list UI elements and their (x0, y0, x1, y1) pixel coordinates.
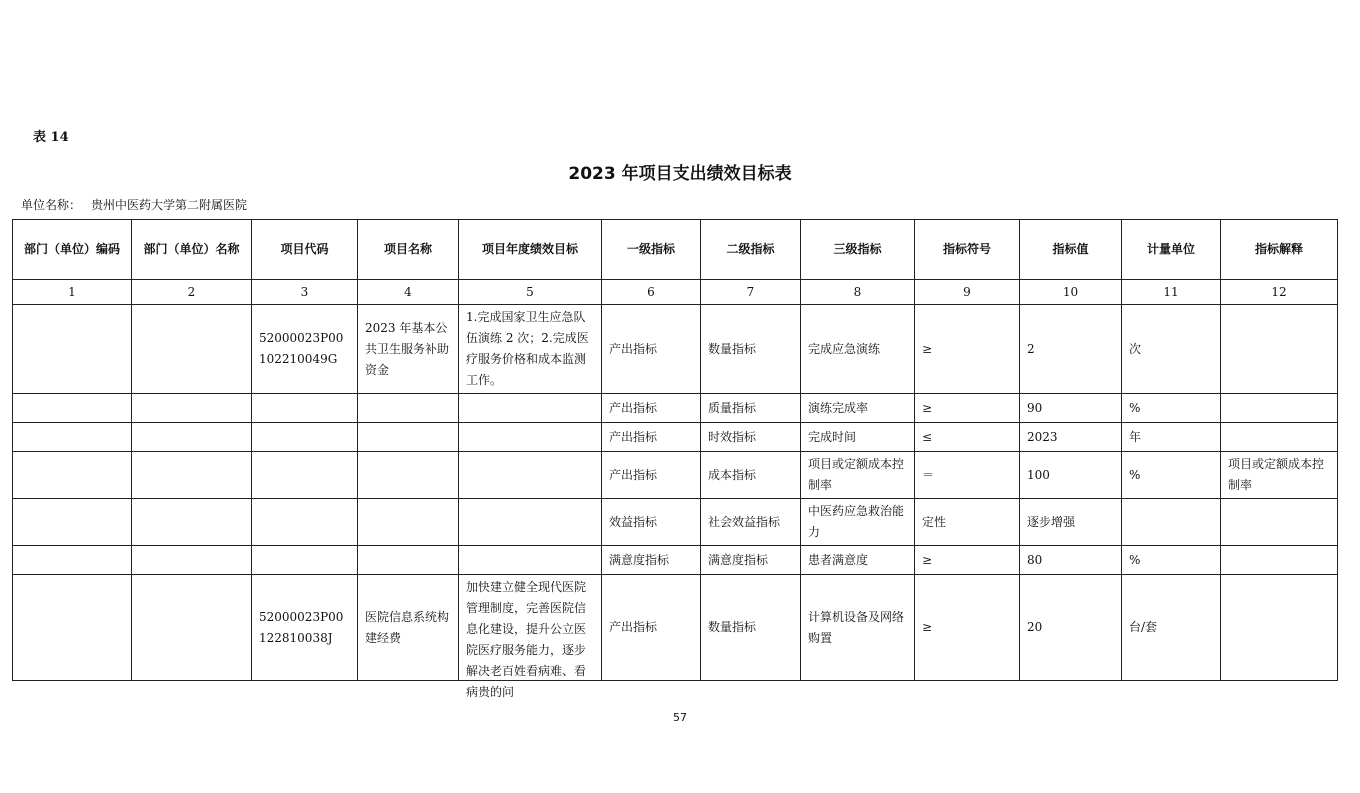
table-cell (1221, 394, 1338, 423)
table-cell: 完成时间 (801, 423, 915, 452)
column-number: 11 (1122, 280, 1221, 305)
table-cell (252, 394, 358, 423)
header-cell: 三级指标 (801, 220, 915, 280)
column-number: 8 (801, 280, 915, 305)
table-cell (13, 499, 132, 546)
table-cell: 产出指标 (602, 575, 701, 681)
table-cell: ≤ (915, 423, 1020, 452)
table-cell (132, 423, 252, 452)
table-cell (13, 423, 132, 452)
table-cell: 计算机设备及网络购置 (801, 575, 915, 681)
table-cell: 2023 年基本公共卫生服务补助资金 (358, 305, 459, 394)
table-row (13, 452, 1338, 499)
column-number: 10 (1020, 280, 1122, 305)
table-cell: % (1122, 394, 1221, 423)
header-cell: 项目年度绩效目标 (459, 220, 602, 280)
table-cell: 逐步增强 (1020, 499, 1122, 546)
table-row (13, 394, 1338, 423)
unit-name: 贵州中医药大学第二附属医院 (91, 198, 248, 212)
table-cell (459, 452, 602, 499)
goal-text: 加快建立健全现代医院管理制度，完善医院信息化建设，提升公立医院医疗服务能力，逐步解决老百姓看病难、看病贵的问 (466, 580, 587, 699)
table-cell: 52000023P00122810038J (252, 575, 358, 681)
column-number: 2 (132, 280, 252, 305)
table-cell: 时效指标 (701, 423, 801, 452)
table-cell: 产出指标 (602, 423, 701, 452)
table-cell: 满意度指标 (602, 546, 701, 575)
table-cell (1221, 305, 1338, 394)
header-cell: 项目名称 (358, 220, 459, 280)
table-cell: 52000023P00102210049G (252, 305, 358, 394)
table-cell: 项目或定额成本控制率 (1221, 452, 1338, 499)
table-cell (13, 452, 132, 499)
table-cell: 数量指标 (701, 305, 801, 394)
table-cell (1221, 423, 1338, 452)
table-cell (132, 394, 252, 423)
table-cell: 满意度指标 (701, 546, 801, 575)
table-cell (459, 423, 602, 452)
table-cell: 90 (1020, 394, 1122, 423)
table-cell: 患者满意度 (801, 546, 915, 575)
table-cell (132, 575, 252, 681)
table-cell: ≥ (915, 305, 1020, 394)
header-cell: 部门（单位）编码 (13, 220, 132, 280)
table-row (13, 499, 1338, 546)
header-cell: 项目代码 (252, 220, 358, 280)
column-number: 6 (602, 280, 701, 305)
table-cell (358, 546, 459, 575)
table-cell: 20 (1020, 575, 1122, 681)
table-cell: 次 (1122, 305, 1221, 394)
table-cell (459, 499, 602, 546)
column-number: 12 (1221, 280, 1338, 305)
page-title: 2023 年项目支出绩效目标表 (568, 164, 792, 184)
column-number: 9 (915, 280, 1020, 305)
table-cell: 社会效益指标 (701, 499, 801, 546)
table-row (13, 546, 1338, 575)
header-cell: 部门（单位）名称 (132, 220, 252, 280)
table-cell: 台/套 (1122, 575, 1221, 681)
page-number: 57 (673, 711, 687, 724)
table-cell (459, 575, 602, 699)
header-cell: 指标符号 (915, 220, 1020, 280)
table-cell (459, 546, 602, 575)
header-cell: 指标值 (1020, 220, 1122, 280)
table-cell: ≥ (915, 394, 1020, 423)
table-cell (252, 499, 358, 546)
table-cell: 1.完成国家卫生应急队伍演练 2 次；2.完成医疗服务价格和成本监测工作。 (459, 305, 602, 394)
table-row (13, 423, 1338, 452)
table-cell (1221, 499, 1338, 546)
table-cell (13, 305, 132, 394)
table-cell: 数量指标 (701, 575, 801, 681)
table-cell (252, 423, 358, 452)
table-cell (358, 499, 459, 546)
table-cell (132, 305, 252, 394)
table-cell: 产出指标 (602, 394, 701, 423)
table-cell: 产出指标 (602, 452, 701, 499)
table-cell (358, 423, 459, 452)
table-cell: % (1122, 452, 1221, 499)
table-cell: ＝ (915, 452, 1020, 499)
column-number: 1 (13, 280, 132, 305)
table-cell: 质量指标 (701, 394, 801, 423)
header-cell: 二级指标 (701, 220, 801, 280)
table-cell: 100 (1020, 452, 1122, 499)
table-cell (132, 499, 252, 546)
header-cell: 计量单位 (1122, 220, 1221, 280)
table-cell: ≥ (915, 575, 1020, 681)
header-row (13, 220, 1338, 280)
unit-name-line (21, 196, 257, 213)
table-cell (132, 546, 252, 575)
table-label: 表 14 (33, 130, 69, 145)
table-cell (13, 394, 132, 423)
column-number: 5 (459, 280, 602, 305)
column-number-row (13, 280, 1338, 305)
table-cell (13, 575, 132, 681)
table-cell: 80 (1020, 546, 1122, 575)
column-number: 7 (701, 280, 801, 305)
header-cell: 一级指标 (602, 220, 701, 280)
table-cell (1221, 546, 1338, 575)
table-cell: ≥ (915, 546, 1020, 575)
table-cell: 成本指标 (701, 452, 801, 499)
table-cell: 产出指标 (602, 305, 701, 394)
table-cell: 定性 (915, 499, 1020, 546)
table-cell (252, 546, 358, 575)
header-cell: 指标解释 (1221, 220, 1338, 280)
table-row (13, 305, 1338, 394)
table-cell: 医院信息系统构建经费 (358, 575, 459, 681)
unit-label: 单位名称： (21, 198, 82, 212)
table-cell: 年 (1122, 423, 1221, 452)
table-cell (1122, 499, 1221, 546)
table-row (13, 575, 1338, 681)
table-cell (459, 394, 602, 423)
table-cell (358, 452, 459, 499)
table-cell (252, 452, 358, 499)
performance-table (12, 219, 1338, 699)
table-cell (1221, 575, 1338, 681)
column-number: 4 (358, 280, 459, 305)
table-cell: % (1122, 546, 1221, 575)
table-cell (132, 452, 252, 499)
table-cell: 2 (1020, 305, 1122, 394)
table-cell: 项目或定额成本控制率 (801, 452, 915, 499)
table-cell (358, 394, 459, 423)
table-cell (13, 546, 132, 575)
table-cell: 中医药应急救治能力 (801, 499, 915, 546)
table-cell: 完成应急演练 (801, 305, 915, 394)
table-cell: 效益指标 (602, 499, 701, 546)
column-number: 3 (252, 280, 358, 305)
table-cell: 2023 (1020, 423, 1122, 452)
table-cell: 演练完成率 (801, 394, 915, 423)
